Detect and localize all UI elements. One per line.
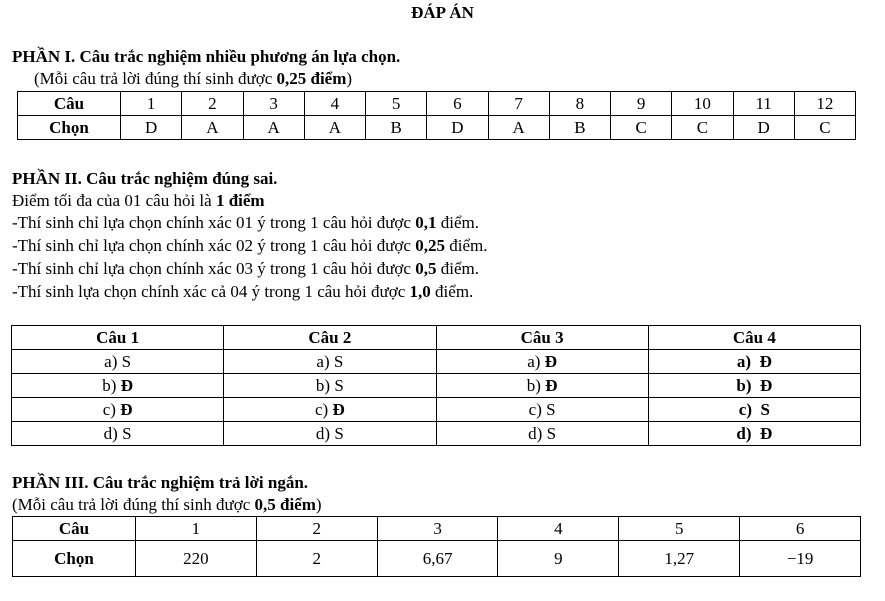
short-answer: 9 xyxy=(498,541,619,577)
part2-rule xyxy=(12,259,479,279)
rule-suffix: điểm. xyxy=(436,259,479,278)
part3-answer-row xyxy=(13,541,861,577)
statement-cell xyxy=(224,422,436,446)
statement-label: d) xyxy=(528,424,543,443)
rule-suffix: điểm. xyxy=(430,282,474,301)
part1-question-row xyxy=(18,92,856,116)
part2-rule xyxy=(12,282,473,302)
rule-score: 1,0 xyxy=(409,282,431,301)
part1-answer-table xyxy=(17,91,856,140)
rule-text: -Thí sinh chỉ lựa chọn chính xác 02 ý trong 1 câu hỏi được xyxy=(12,236,416,255)
part3-question-header: Câu xyxy=(13,517,136,541)
statement-cell xyxy=(648,350,860,374)
answer-choice: B xyxy=(549,116,610,140)
statement-label: d) xyxy=(315,424,331,443)
statement-label: b) xyxy=(102,376,117,395)
question-number: 6 xyxy=(427,92,488,116)
question-header: Câu 3 xyxy=(436,326,648,350)
question-number: 5 xyxy=(366,92,427,116)
short-answer: 6,67 xyxy=(377,541,498,577)
part3-note-prefix: (Mỗi câu trả lời đúng thí sinh được xyxy=(12,495,255,514)
question-number: 7 xyxy=(488,92,549,116)
question-header: Câu 1 xyxy=(12,326,224,350)
true-false-answer: Đ xyxy=(332,400,345,419)
part3-note xyxy=(12,495,322,515)
statement-label: a) xyxy=(527,352,541,371)
statement-label: b) xyxy=(315,376,331,395)
statement-cell xyxy=(224,350,436,374)
statement-label: b) xyxy=(526,376,541,395)
part1-note-suffix: ) xyxy=(346,69,353,88)
true-false-answer: Đ xyxy=(760,424,773,443)
statement-cell xyxy=(12,398,224,422)
question-number: 2 xyxy=(256,517,377,541)
statement-cell xyxy=(648,374,860,398)
short-answer: −19 xyxy=(740,541,861,577)
statement-row xyxy=(12,422,861,446)
statement-row xyxy=(12,398,861,422)
answer-choice: C xyxy=(794,116,855,140)
true-false-answer: S xyxy=(546,400,556,419)
part1-note-bold: 0,25 điểm xyxy=(276,69,347,88)
statement-row xyxy=(12,374,861,398)
answer-choice: D xyxy=(427,116,488,140)
statement-label: c) xyxy=(102,400,116,419)
part1-answer-row xyxy=(18,116,856,140)
part2-heading: PHẦN II. Câu trắc nghiệm đúng sai. xyxy=(12,169,278,188)
rule-suffix: điểm. xyxy=(444,236,488,255)
statement-label: c) xyxy=(315,400,329,419)
question-number: 8 xyxy=(549,92,610,116)
statement-cell xyxy=(12,374,224,398)
rule-text: -Thí sinh chỉ lựa chọn chính xác 01 ý trong 1 câu hỏi được xyxy=(12,213,416,232)
part1-note xyxy=(34,69,352,89)
question-header: Câu 4 xyxy=(648,326,860,350)
true-false-answer: Đ xyxy=(544,352,557,371)
part2-header-row xyxy=(12,326,861,350)
short-answer: 2 xyxy=(256,541,377,577)
question-number: 6 xyxy=(740,517,861,541)
statement-label: c) xyxy=(738,400,752,419)
part3-heading: PHẦN III. Câu trắc nghiệm trả lời ngắn. xyxy=(12,473,309,492)
page-title: ĐÁP ÁN xyxy=(411,3,474,22)
part1-answer-header: Chọn xyxy=(18,116,121,140)
question-number: 12 xyxy=(794,92,855,116)
true-false-answer: Đ xyxy=(545,376,558,395)
statement-label: c) xyxy=(528,400,542,419)
question-number: 5 xyxy=(619,517,740,541)
statement-cell xyxy=(12,350,224,374)
true-false-answer: S xyxy=(760,400,770,419)
answer-choice: C xyxy=(611,116,672,140)
part3-question-row xyxy=(13,517,861,541)
part3-answer-header: Chọn xyxy=(13,541,136,577)
question-number: 4 xyxy=(304,92,365,116)
statement-cell xyxy=(436,374,648,398)
statement-cell xyxy=(648,398,860,422)
statement-label: d) xyxy=(736,424,752,443)
rule-score: 0,1 xyxy=(415,213,437,232)
part3-note-suffix: ) xyxy=(315,495,322,514)
true-false-answer: Đ xyxy=(760,376,773,395)
rule-suffix: điểm. xyxy=(436,213,479,232)
true-false-answer: S xyxy=(334,376,344,395)
statement-cell xyxy=(436,350,648,374)
statement-label: d) xyxy=(103,424,118,443)
part1-question-header: Câu xyxy=(18,92,121,116)
question-number: 3 xyxy=(243,92,304,116)
statement-label: a) xyxy=(316,352,330,371)
rule-text: -Thí sinh chỉ lựa chọn chính xác 03 ý trong 1 câu hỏi được xyxy=(12,259,416,278)
true-false-answer: Đ xyxy=(120,400,133,419)
rule-score: 0,5 xyxy=(415,259,437,278)
answer-choice: A xyxy=(243,116,304,140)
question-number: 1 xyxy=(136,517,257,541)
question-number: 2 xyxy=(182,92,243,116)
part2-max-prefix: Điểm tối đa của 01 câu hỏi là xyxy=(12,191,216,210)
rule-text: -Thí sinh lựa chọn chính xác cả 04 ý trong 1 câu hỏi được xyxy=(12,282,410,301)
statement-cell xyxy=(224,398,436,422)
answer-choice: D xyxy=(733,116,794,140)
statement-cell xyxy=(224,374,436,398)
question-number: 3 xyxy=(377,517,498,541)
rule-score: 0,25 xyxy=(415,236,445,255)
short-answer: 220 xyxy=(136,541,257,577)
statement-cell xyxy=(436,398,648,422)
statement-cell xyxy=(436,422,648,446)
true-false-answer: S xyxy=(334,424,344,443)
true-false-answer: S xyxy=(121,352,132,371)
true-false-answer: Đ xyxy=(120,376,133,395)
question-header: Câu 2 xyxy=(224,326,436,350)
answer-choice: A xyxy=(488,116,549,140)
part2-max-bold: 1 điểm xyxy=(215,191,265,210)
question-number: 10 xyxy=(672,92,733,116)
question-number: 1 xyxy=(121,92,182,116)
statement-row xyxy=(12,350,861,374)
part2-max-score xyxy=(12,191,265,211)
statement-cell xyxy=(12,422,224,446)
part2-answer-table xyxy=(11,325,861,446)
true-false-answer: S xyxy=(333,352,344,371)
true-false-answer: S xyxy=(122,424,132,443)
answer-choice: B xyxy=(366,116,427,140)
statement-label: b) xyxy=(736,376,752,395)
question-number: 11 xyxy=(733,92,794,116)
statement-cell xyxy=(648,422,860,446)
answer-choice: D xyxy=(121,116,182,140)
part1-heading: PHẦN I. Câu trắc nghiệm nhiều phương án lựa chọn. xyxy=(12,47,401,66)
short-answer: 1,27 xyxy=(619,541,740,577)
statement-label: a) xyxy=(736,352,752,371)
part2-rule xyxy=(12,236,487,256)
question-number: 9 xyxy=(611,92,672,116)
true-false-answer: S xyxy=(546,424,557,443)
part2-rule xyxy=(12,213,479,233)
answer-choice: A xyxy=(182,116,243,140)
answer-choice: C xyxy=(672,116,733,140)
part1-note-prefix: (Mỗi câu trả lời đúng thí sinh được xyxy=(34,69,277,88)
question-number: 4 xyxy=(498,517,619,541)
answer-choice: A xyxy=(304,116,365,140)
true-false-answer: Đ xyxy=(759,352,772,371)
part3-note-bold: 0,5 điểm xyxy=(254,495,316,514)
statement-label: a) xyxy=(104,352,118,371)
part3-answer-table xyxy=(12,516,861,577)
